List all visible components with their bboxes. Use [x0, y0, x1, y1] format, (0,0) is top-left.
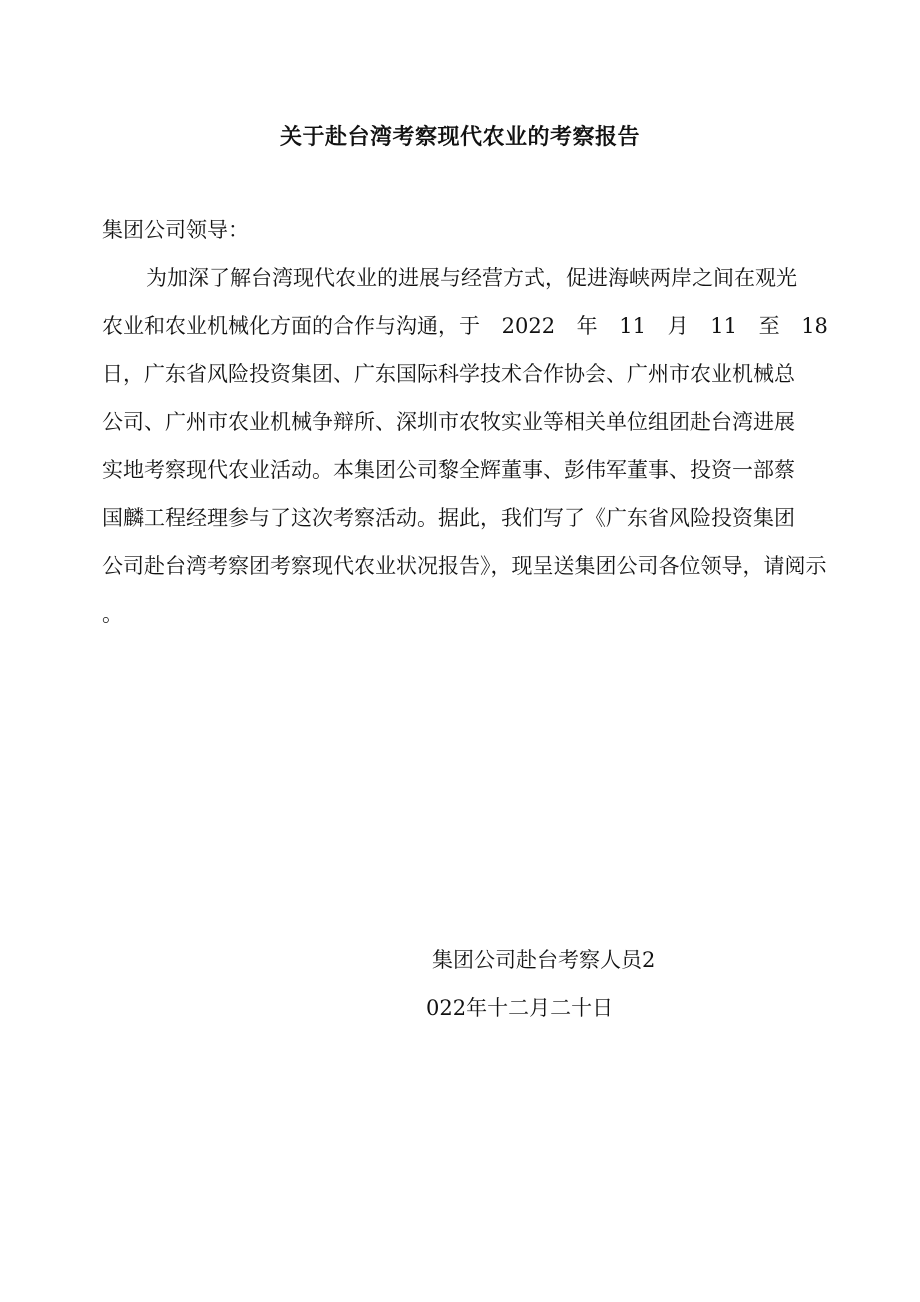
line-2-month-unit: 月	[667, 314, 689, 338]
line-2-year-unit: 年	[576, 314, 598, 338]
paragraph-line-5: 实地考察现代农业活动。本集团公司黎全辉董事、彭伟军董事、投资一部蔡	[102, 458, 795, 482]
line-2-year: 2022	[501, 314, 556, 338]
paragraph-line-4: 公司、广州市农业机械争辩所、深圳市农牧实业等相关单位组团赴台湾进展	[102, 410, 795, 434]
salutation: 集团公司领导：	[102, 218, 249, 242]
paragraph-line-8: 。	[102, 602, 123, 626]
paragraph-line-2	[102, 310, 828, 342]
line-2-text: 农业和农业机械化方面的合作与沟通，于	[102, 314, 480, 338]
document-title: 关于赴台湾考察现代农业的考察报告	[279, 125, 640, 150]
line-2-end-day: 18	[801, 314, 828, 338]
paragraph-line-3: 日，广东省风险投资集团、广东国际科学技术合作协会、广州市农业机械总	[102, 362, 795, 386]
paragraph-line-7: 公司赴台湾考察团考察现代农业状况报告》，现呈送集团公司各位领导，请阅示	[102, 554, 827, 578]
signer: 集团公司赴台考察人员2	[432, 948, 656, 972]
signature-date: 022年十二月二十日	[426, 996, 614, 1020]
line-2-to: 至	[758, 314, 780, 338]
paragraph-line-6: 国麟工程经理参与了这次考察活动。据此，我们写了《广东省风险投资集团	[102, 506, 795, 530]
paragraph-line-1: 为加深了解台湾现代农业的进展与经营方式，促进海峡两岸之间在观光	[146, 266, 797, 290]
line-2-month: 11	[619, 314, 647, 338]
line-2-start-day: 11	[710, 314, 737, 338]
